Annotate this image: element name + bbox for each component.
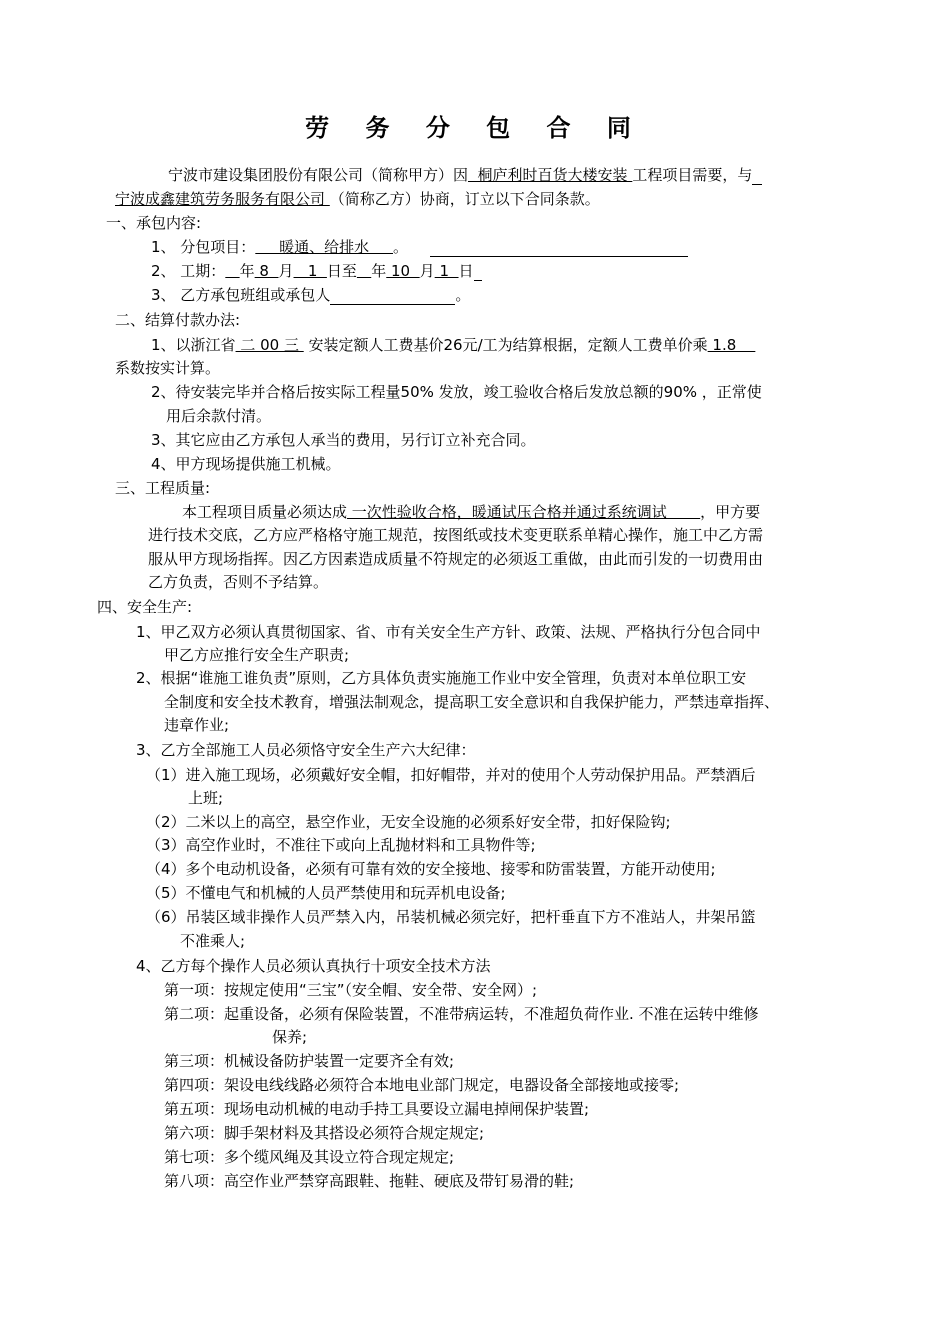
s1-item-1-end: 。 [393, 238, 409, 256]
intro-line-2 [115, 189, 600, 209]
s4-rule-6-a: （6）吊装区域非操作人员严禁入内，吊装机械必须完好，把杆垂直下方不准站人，井架吊篮 [146, 908, 756, 926]
s1-item-2-month1: 8 [254, 262, 279, 280]
s4-tech-2-a: 第二项：起重设备，必须有保险装置，不准带病运转，不准超负荷作业. 不准在运转中维修 [164, 1005, 759, 1023]
s4-rule-3: （3）高空作业时，不准往下或向上乱抛材料和工具物件等; [146, 836, 536, 854]
s1-item-2-y2: 年 [371, 262, 387, 280]
s4-tech-5: 第五项：现场电动机械的电动手持工具要设立漏电掉闸保护装置; [164, 1100, 590, 1118]
s3-para-a: 本工程项目质量必须达成 [182, 503, 348, 521]
s1-item-2-m: 月 [278, 262, 294, 280]
s2-item-1 [151, 335, 755, 355]
section-1-heading: 一、承包内容: [106, 214, 202, 232]
intro-text-b: 工程项目需要，与 [632, 166, 753, 184]
contractor-name: 宁波成鑫建筑劳务服务有限公司 [115, 190, 330, 208]
s4-tech-7: 第七项：多个缆风绳及其设立符合现定规定; [164, 1148, 455, 1166]
quality-standard: 一次性验收合格，暖通试压合格并通过系统调试 [347, 503, 701, 521]
s4-item-2-a: 2、根据“谁施工谁负责”原则，乙方具体负责实施施工作业中安全管理，负责对本单位职工安 [136, 669, 747, 687]
s4-tech-8: 第八项：高空作业严禁穿高跟鞋、拖鞋、硬底及带钉易滑的鞋; [164, 1172, 575, 1190]
s2-item-1-factor: 1.8 [707, 336, 756, 354]
s3-para-b: ，甲方要 [700, 503, 761, 521]
s1-item-2-y: 年 [239, 262, 255, 280]
s1-item-3-blank [330, 290, 455, 305]
s4-item-2-c: 违章作业; [164, 716, 230, 734]
s1-item-3 [151, 285, 470, 305]
intro-line-1 [168, 165, 762, 185]
s1-item-2-month2: 10 [386, 262, 420, 280]
s1-item-3-label: 3、 乙方承包班组或承包人 [151, 286, 331, 304]
s2-item-2-a: 2、待安装完毕并合格后按实际工程量50% 发放，竣工验收合格后发放总额的90% ，正常使 [151, 383, 762, 401]
s1-item-2-to: 日至 [326, 262, 357, 280]
s2-item-1-c: 系数按实计算。 [115, 359, 221, 377]
s3-para-line-4: 乙方负责，否则不予结算。 [148, 573, 329, 591]
s1-item-2-label: 2、 工期： [151, 262, 226, 280]
s1-item-2-year1 [225, 262, 239, 280]
s1-item-2-d2: 日 [458, 262, 474, 280]
intro-blank [752, 170, 762, 185]
s4-tech-2-b: 保养; [272, 1028, 308, 1046]
s4-rule-2: （2）二米以上的高空，悬空作业，无安全设施的必须系好安全带，扣好保险钩; [146, 813, 671, 831]
s1-item-1-blank [430, 242, 688, 257]
s4-tech-1: 第一项：按规定使用“三宝”（安全帽、安全带、安全网）; [164, 981, 538, 999]
s1-item-2-m2: 月 [419, 262, 435, 280]
s4-item-3: 3、乙方全部施工人员必须恪守安全生产六大纪律： [136, 741, 476, 759]
s4-tech-3: 第三项：机械设备防护装置一定要齐全有效; [164, 1052, 455, 1070]
section-3-heading: 三、工程质量: [115, 479, 211, 497]
s4-item-1-a: 1、甲乙双方必须认真贯彻国家、省、市有关安全生产方针、政策、法规、严格执行分包合同中 [136, 623, 761, 641]
project-name: 桐庐利时百货大楼安装 [468, 166, 633, 184]
s4-rule-1-a: （1）进入施工现场，必须戴好安全帽，扣好帽带，并对的使用个人劳动保护用品。严禁酒后 [146, 766, 756, 784]
s4-rule-1-b: 上班; [188, 789, 224, 807]
s1-item-2 [151, 261, 482, 281]
s4-item-2-b: 全制度和安全技术教育，增强法制观念，提高职工安全意识和自我保护能力，严禁违章指挥、 [164, 693, 780, 711]
s2-item-1-year: 二 00 三 [235, 336, 304, 354]
s1-item-3-end: 。 [455, 286, 471, 304]
s3-para-line-2: 进行技术交底，乙方应严格格守施工规范，按图纸或技术变更联系单精心操作，施工中乙方需 [148, 526, 764, 544]
s1-item-2-day2: 1 [434, 262, 459, 280]
s1-item-2-day1: 1 [293, 262, 327, 280]
s4-rule-4: （4）多个电动机设备，必须有可靠有效的安全接地、接零和防雷装置，方能开动使用; [146, 860, 716, 878]
intro-text-a: 宁波市建设集团股份有限公司（简称甲方）因 [168, 166, 469, 184]
s4-rule-5: （5）不懂电气和机械的人员严禁使用和玩弄机电设备; [146, 884, 506, 902]
section-2-heading: 二、结算付款办法: [115, 311, 241, 329]
document-title: 劳 务 分 包 合 同 [305, 114, 645, 142]
s1-item-1-label: 1、 分包项目： [151, 238, 256, 256]
s3-para-line-1 [182, 502, 760, 522]
s1-item-1 [151, 237, 688, 257]
s2-item-1-b: 安装定额人工费基价26元/工为结算根据，定额人工费单价乘 [303, 336, 708, 354]
s2-item-2-b: 用后余款付清。 [166, 407, 272, 425]
section-4-heading: 四、安全生产: [97, 598, 193, 616]
s4-item-4: 4、乙方每个操作人员必须认真执行十项安全技术方法 [136, 957, 491, 975]
s4-tech-6: 第六项：脚手架材料及其搭设必须符合规定规定; [164, 1124, 485, 1142]
s1-item-1-value: 暖通、给排水 [255, 238, 393, 256]
s4-rule-6-b: 不准乘人; [180, 932, 246, 950]
s2-item-4: 4、甲方现场提供施工机械。 [151, 455, 341, 473]
s2-item-1-a: 1、以浙江省 [151, 336, 236, 354]
s4-tech-4: 第四项：架设电线线路必须符合本地电业部门规定，电器设备全部接地或接零; [164, 1076, 680, 1094]
s1-item-2-blank [474, 266, 482, 281]
s4-item-1-b: 甲乙方应推行安全生产职责; [164, 646, 350, 664]
s2-item-3: 3、其它应由乙方承包人承当的费用，另行订立补充合同。 [151, 431, 536, 449]
s1-item-2-year2 [357, 262, 371, 280]
s3-para-line-3: 服从甲方现场指挥。因乙方因素造成质量不符规定的必须返工重做，由此而引发的一切费用由 [148, 550, 764, 568]
intro-text-c: （简称乙方）协商，订立以下合同条款。 [329, 190, 600, 208]
